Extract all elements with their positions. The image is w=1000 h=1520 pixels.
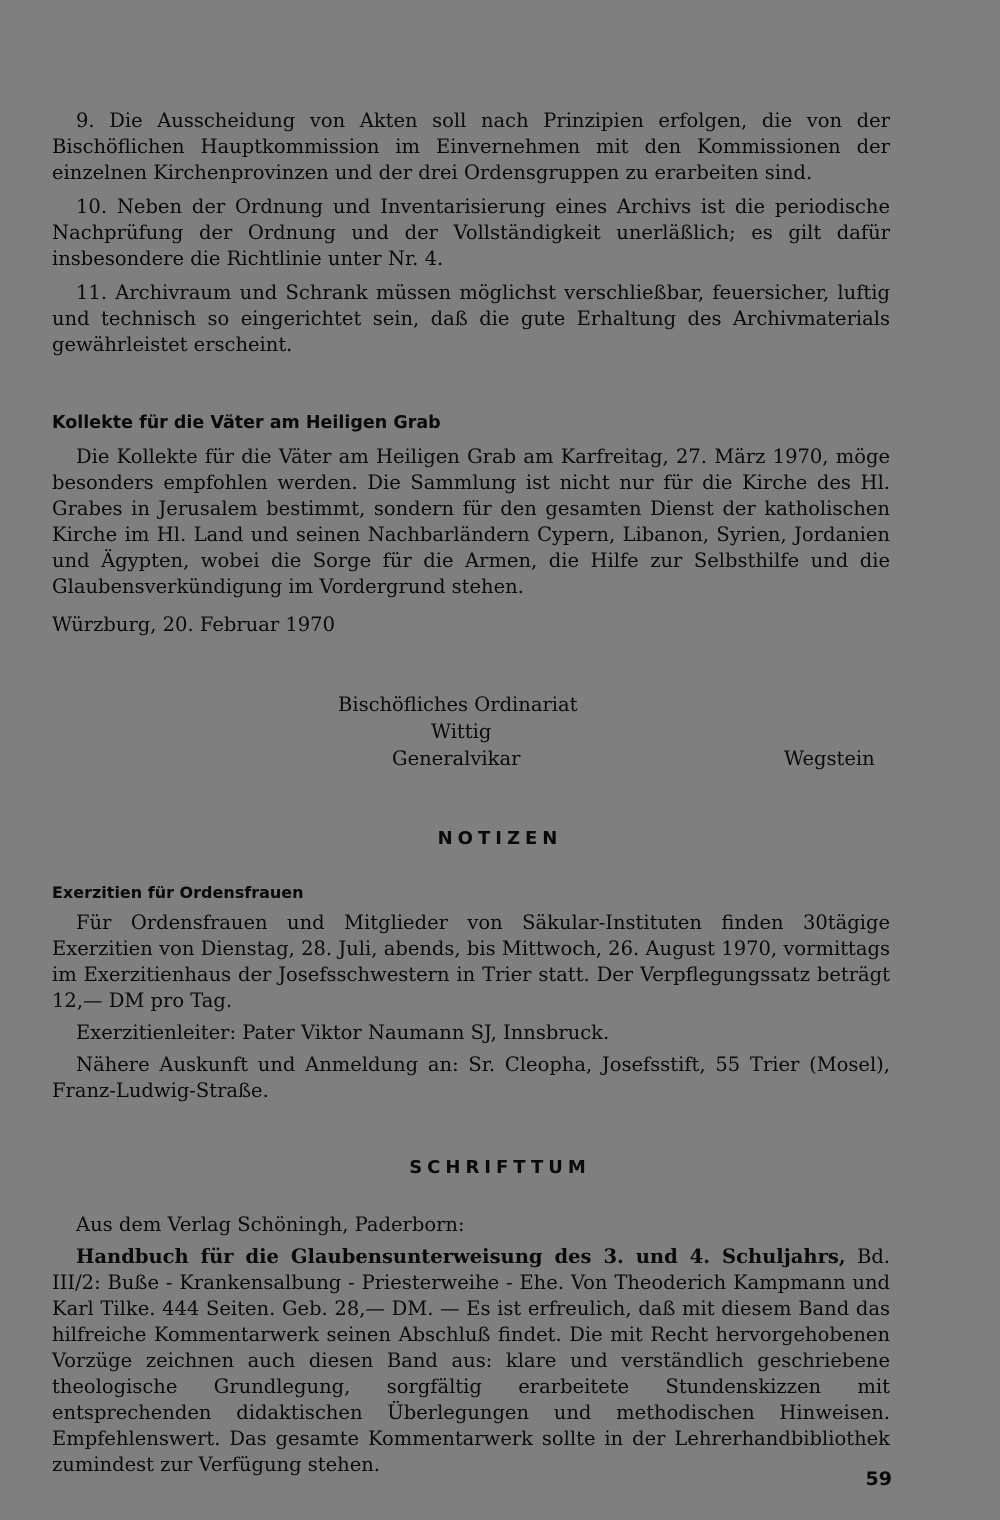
signature-ordinariat: Bischöfliches Ordinariat xyxy=(338,693,578,716)
signature-name: Wittig xyxy=(431,720,492,743)
paragraph-11: 11. Archivraum und Schrank müssen möglichst verschließbar, feuersicher, luftig und technisch so eingerichtet sein, daß die gute Erhaltung des Archivmaterials gewährleistet erscheint. xyxy=(52,281,890,356)
paragraph-9: 9. Die Ausscheidung von Akten soll nach Prinzipien erfolgen, die von der Bischöflichen Hauptkommission im Einvernehmen mit den Kommissionen der einzelnen Kirchenprovinzen und der drei Ordensgruppen zu erarbeiten sind. xyxy=(52,109,890,184)
kollekte-body: Die Kollekte für die Väter am Heiligen Grab am Karfreitag, 27. März 1970, möge besonders empfohlen werden. Die Sammlung ist nicht nur für die Kirche des Hl. Grabes in Jerusalem bestimmt, sondern für den gesamten Dienst der katholischen Kirche im Hl. Land und seinen Nachbarländern Cypern, Libanon, Syrien, Jordanien und Ägypten, wobei die Sorge für die Armen, die Hilfe zur Selbsthilfe und die Glaubensverkündigung im Vordergrund stehen. xyxy=(52,445,890,598)
review-text: Bd. III/2: Buße - Krankensalbung - Priesterweihe - Ehe. Von Theoderich Kampmann und Karl Tilke. 444 Seiten. Geb. 28,— DM. — Es ist erfreulich, daß mit diesem Band das hilfreiche Kommentarwerk seinen Abschluß findet. Die mit Recht hervorgehobenen Vorzüge zeichnen auch diesen Band aus: klare und verständlich geschriebene theologische Grundlegung, sorgfältig erarbeitete Stundenskizzen mit entsprechenden didaktischen Überlegungen und methodischen Hinweisen. Empfehlenswert. Das gesamte Kommentarwerk sollte in der Lehrerhandbibliothek zumindest zur Verfügung stehen. xyxy=(52,1245,890,1476)
signature-right: Wegstein xyxy=(784,747,875,770)
paragraph-10: 10. Neben der Ordnung und Inventarisierung eines Archivs ist die periodische Nachprüfung der Ordnung und der Vollständigkeit unerläßlich; es gilt dafür insbesondere die Richtlinie unter Nr. 4. xyxy=(52,195,890,270)
notizen-section xyxy=(52,880,890,1104)
schrifttum-title: SCHRIFTTUM xyxy=(409,1157,591,1178)
publisher-line: Aus dem Verlag Schöningh, Paderborn: xyxy=(76,1213,465,1236)
book-review xyxy=(52,1244,890,1478)
book-title: Handbuch für die Glaubensunterweisung des 3. und 4. Schuljahrs, xyxy=(76,1245,846,1268)
signature-title: Generalvikar xyxy=(392,747,521,770)
schrifttum-section xyxy=(52,1212,890,1478)
exerzitien-heading: Exerzitien für Ordensfrauen xyxy=(52,883,304,902)
exerzitien-body: Für Ordensfrauen und Mitglieder von Säkular-Instituten finden 30tägige Exerzitien von Dienstag, 28. Juli, abends, bis Mittwoch, 26. August 1970, vormittags im Exerzitienhaus der Josefsschwestern in Trier statt. Der Verpflegungssatz beträgt 12,— DM pro Tag. xyxy=(52,911,890,1012)
kollekte-section xyxy=(52,410,890,638)
kollekte-heading: Kollekte für die Väter am Heiligen Grab xyxy=(52,413,441,433)
exerzitien-leader: Exerzitienleiter: Pater Viktor Naumann SJ, Innsbruck. xyxy=(76,1021,610,1044)
place-date: Würzburg, 20. Februar 1970 xyxy=(52,613,335,636)
exerzitien-contact: Nähere Auskunft und Anmeldung an: Sr. Cleopha, Josefsstift, 55 Trier (Mosel), Franz-Ludwig-Straße. xyxy=(52,1053,890,1102)
archive-rules xyxy=(52,108,890,358)
page-number: 59 xyxy=(865,1468,892,1490)
notizen-title: NOTIZEN xyxy=(437,828,563,849)
